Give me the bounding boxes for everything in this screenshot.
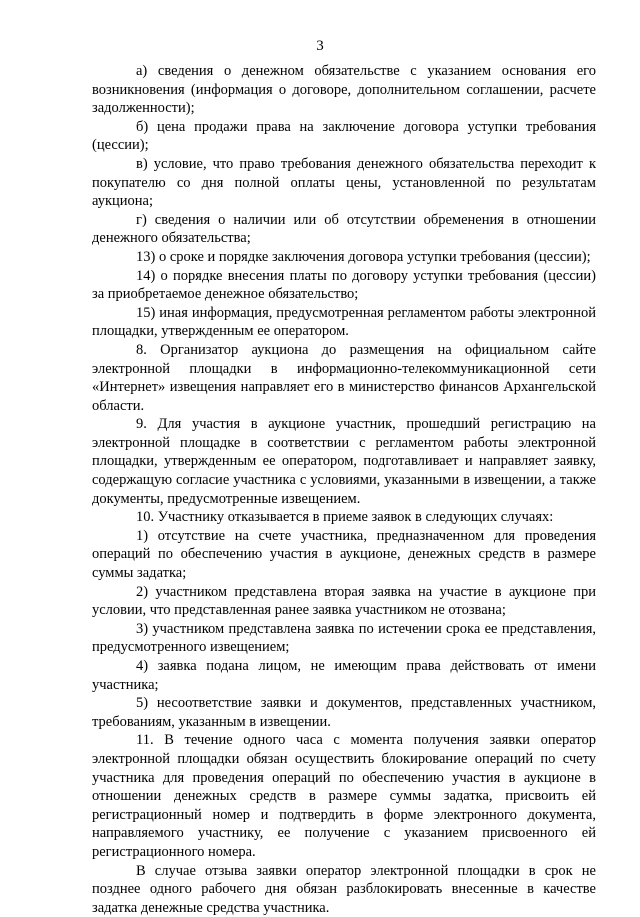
- paragraph-10-5: 5) несоответствие заявки и документов, представленных участником, требованиям, указанным в извещении.: [92, 695, 596, 730]
- paragraph-8: 8. Организатор аукциона до размещения на официальном сайте электронной площадки в информационно-телекоммуникационной сети «Интернет» извещения направляет его в министерство финансов Архангельской области.: [92, 341, 596, 414]
- paragraph-b: б) цена продажи права на заключение договора уступки требования (цессии);: [92, 118, 596, 154]
- paragraph-9: 9. Для участия в аукционе участник, прошедший регистрацию на электронной площадке в соответствии с регламентом работы электронной площадки, утвержденным ее оператором, подготавливает и направляет заявку, содержащую согласие участника с условиями, указанными в извещении, а также документы, предусмотренные извещением.: [92, 416, 596, 507]
- paragraph-10-3: 3) участником представлена заявка по истечении срока ее представления, предусмотренного извещением;: [92, 620, 596, 656]
- paragraph-v: в) условие, что право требования денежного обязательства переходит к покупателю со дня полной оплаты цены, установленной по результатам аукциона;: [92, 155, 596, 210]
- paragraph-withdrawal: В случае отзыва заявки оператор электронной площадки в срок не позднее одного рабочего дня обязан разблокировать внесенные в качестве задатка денежные средства участника.: [92, 862, 596, 916]
- paragraph-15: 15) иная информация, предусмотренная регламентом работы электронной площадки, утвержденным ее оператором.: [92, 304, 596, 340]
- paragraph-10: 10. Участнику отказывается в приеме заявок в следующих случаях:: [136, 509, 554, 526]
- document-body: [92, 62, 596, 917]
- paragraph-10-2: 2) участником представлена вторая заявка на участие в аукционе при условии, что представленная ранее заявка участником не отозвана;: [92, 583, 596, 619]
- paragraph-13: 13) о сроке и порядке заключения договора уступки требования (цессии);: [136, 248, 591, 265]
- paragraph-10-1: 1) отсутствие на счете участника, предназначенном для проведения операций по обеспечению участия в аукционе, денежных средств в размере суммы задатка;: [92, 527, 596, 582]
- page-number: 3: [316, 38, 324, 54]
- paragraph-10-4: 4) заявка подана лицом, не имеющим права действовать от имени участника;: [92, 658, 596, 693]
- paragraph-11: 11. В течение одного часа с момента получения заявки оператор электронной площадки обязан осуществить блокирование операций по счету участника для проведения операций по обеспечению участия в аукционе в отношении денежных средств в размере суммы задатка, присвоить ей регистрационный номер и подтвердить в форме электронного документа, направляемого участнику, ее получение с указанием присвоенного ей регистрационного номера.: [92, 732, 596, 860]
- paragraph-a: а) сведения о денежном обязательстве с указанием основания его возникновения (информация о договоре, дополнительном соглашении, расчете задолженности);: [92, 63, 596, 117]
- paragraph-14: 14) о порядке внесения платы по договору уступки требования (цессии) за приобретаемое денежное обязательство;: [92, 267, 596, 303]
- paragraph-g: г) сведения о наличии или об отсутствии обременения в отношении денежного обязательства;: [92, 211, 596, 247]
